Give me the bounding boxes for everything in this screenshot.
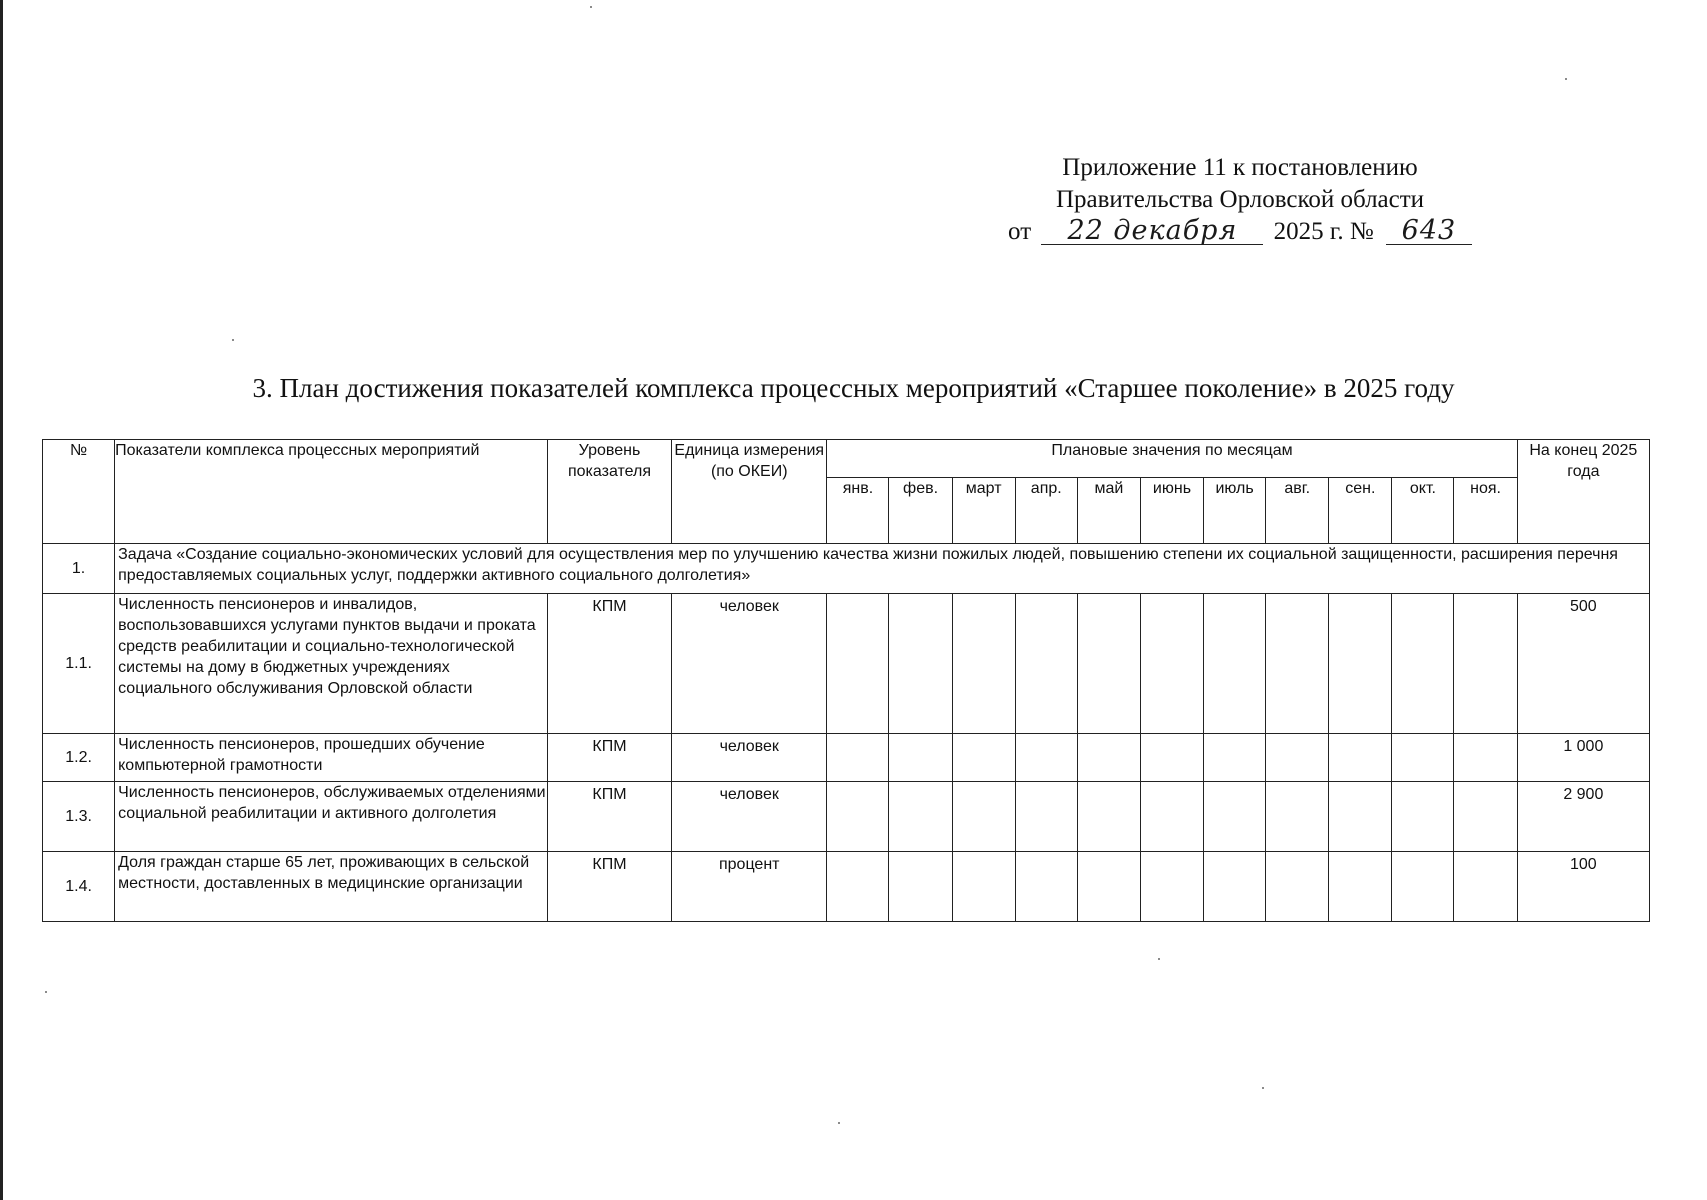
- month-cell: [889, 594, 952, 734]
- date-prefix: от: [1008, 218, 1032, 245]
- month-cell: [827, 782, 889, 852]
- month-cell: [827, 852, 889, 922]
- month-cell: [1204, 782, 1266, 852]
- task-row: [43, 544, 1650, 594]
- month-cell: [1329, 734, 1392, 782]
- month-cell: [952, 594, 1015, 734]
- month-cell: [1015, 734, 1077, 782]
- month-cell: [1077, 734, 1140, 782]
- month-apr: апр.: [1015, 478, 1077, 544]
- row-unit: человек: [672, 594, 827, 734]
- row-end-value: 1 000: [1517, 734, 1649, 782]
- row-indicator-name: Численность пенсионеров и инвалидов, воспользовавшихся услугами пунктов выдачи и проката средств реабилитации и социально-технологической системы на дому в бюджетных учреждениях социального обслуживания Орловской области: [115, 594, 548, 734]
- table-row: [43, 594, 1650, 734]
- month-may: май: [1077, 478, 1140, 544]
- table-row: [43, 782, 1650, 852]
- month-cell: [1454, 734, 1517, 782]
- row-indicator-name: Доля граждан старше 65 лет, проживающих в сельской местности, доставленных в медицинские организации: [115, 852, 548, 922]
- header-end-of-year: На конец 2025 года: [1517, 440, 1649, 544]
- table-row: [43, 734, 1650, 782]
- month-aug: авг.: [1266, 478, 1329, 544]
- month-cell: [1015, 852, 1077, 922]
- row-level: КПМ: [547, 782, 671, 852]
- header-level: Уровень показателя: [547, 440, 671, 544]
- month-jul: июль: [1204, 478, 1266, 544]
- row-indicator-name: Численность пенсионеров, обслуживаемых отделениями социальной реабилитации и активного долголетия: [115, 782, 548, 852]
- scan-speck: [1262, 1087, 1264, 1089]
- document-title: 3. План достижения показателей комплекса процессных мероприятий «Старшее поколение» в 2025 году: [252, 373, 1455, 403]
- month-cell: [1140, 594, 1203, 734]
- month-cell: [827, 734, 889, 782]
- month-jan: янв.: [827, 478, 889, 544]
- month-cell: [952, 782, 1015, 852]
- month-cell: [1329, 852, 1392, 922]
- task-num: 1.: [43, 544, 115, 594]
- month-cell: [1204, 734, 1266, 782]
- indicators-plan-table: [42, 439, 1650, 922]
- row-level: КПМ: [547, 594, 671, 734]
- month-cell: [1266, 734, 1329, 782]
- row-num: 1.4.: [43, 852, 115, 922]
- appendix-line-2: Правительства Орловской области: [1055, 186, 1425, 213]
- appendix-line-1: Приложение 11 к постановлению: [1062, 154, 1418, 181]
- month-cell: [1015, 782, 1077, 852]
- month-cell: [1329, 782, 1392, 852]
- month-cell: [1140, 782, 1203, 852]
- scan-speck: [1565, 78, 1567, 80]
- task-text: Задача «Создание социально-экономических условий для осуществления мер по улучшению качества жизни пожилых людей, повышению степени их социальной защищенности, расширения перечня предоставляемых социальных услуг, поддержки активного социального долголетия»: [115, 544, 1650, 594]
- month-cell: [889, 852, 952, 922]
- month-cell: [1266, 852, 1329, 922]
- month-cell: [1454, 852, 1517, 922]
- scan-speck: [590, 6, 592, 8]
- month-cell: [1204, 852, 1266, 922]
- month-cell: [1077, 852, 1140, 922]
- month-cell: [1140, 852, 1203, 922]
- row-num: 1.2.: [43, 734, 115, 782]
- row-num: 1.1.: [43, 594, 115, 734]
- row-end-value: 500: [1517, 594, 1649, 734]
- month-cell: [1454, 782, 1517, 852]
- month-cell: [889, 782, 952, 852]
- month-cell: [1329, 594, 1392, 734]
- row-unit: человек: [672, 782, 827, 852]
- month-feb: фев.: [889, 478, 952, 544]
- row-level: КПМ: [547, 852, 671, 922]
- month-cell: [1266, 782, 1329, 852]
- month-cell: [1204, 594, 1266, 734]
- month-mar: март: [952, 478, 1015, 544]
- month-cell: [1392, 782, 1454, 852]
- row-level: КПМ: [547, 734, 671, 782]
- row-end-value: 100: [1517, 852, 1649, 922]
- month-cell: [1392, 734, 1454, 782]
- month-cell: [952, 852, 1015, 922]
- header-unit: Единица измерения (по ОКЕИ): [672, 440, 827, 544]
- month-cell: [1454, 594, 1517, 734]
- month-cell: [1077, 594, 1140, 734]
- handwritten-number: 643: [1386, 218, 1472, 245]
- month-cell: [1077, 782, 1140, 852]
- row-end-value: 2 900: [1517, 782, 1649, 852]
- month-cell: [952, 734, 1015, 782]
- scan-speck: [838, 1122, 840, 1124]
- year-and-number-label: 2025 г. №: [1273, 218, 1374, 245]
- month-nov: ноя.: [1454, 478, 1517, 544]
- month-oct: окт.: [1392, 478, 1454, 544]
- header-num: №: [43, 440, 115, 544]
- month-cell: [1015, 594, 1077, 734]
- month-cell: [1392, 852, 1454, 922]
- month-cell: [827, 594, 889, 734]
- month-cell: [1266, 594, 1329, 734]
- scan-speck: [232, 339, 234, 341]
- appendix-line-3: [1000, 216, 1480, 248]
- appendix-header: [1000, 152, 1480, 248]
- row-indicator-name: Численность пенсионеров, прошедших обучение компьютерной грамотности: [115, 734, 548, 782]
- month-jun: июнь: [1140, 478, 1203, 544]
- month-cell: [889, 734, 952, 782]
- month-sep: сен.: [1329, 478, 1392, 544]
- scan-left-edge: [0, 0, 3, 1200]
- handwritten-date: 22 декабря: [1041, 218, 1263, 245]
- month-cell: [1140, 734, 1203, 782]
- scan-speck: [45, 991, 47, 993]
- row-unit: процент: [672, 852, 827, 922]
- month-cell: [1392, 594, 1454, 734]
- header-monthly-values: Плановые значения по месяцам: [827, 440, 1517, 478]
- row-num: 1.3.: [43, 782, 115, 852]
- header-indicator-name: Показатели комплекса процессных мероприятий: [115, 440, 548, 544]
- scan-speck: [1158, 958, 1160, 960]
- row-unit: человек: [672, 734, 827, 782]
- table-row: [43, 852, 1650, 922]
